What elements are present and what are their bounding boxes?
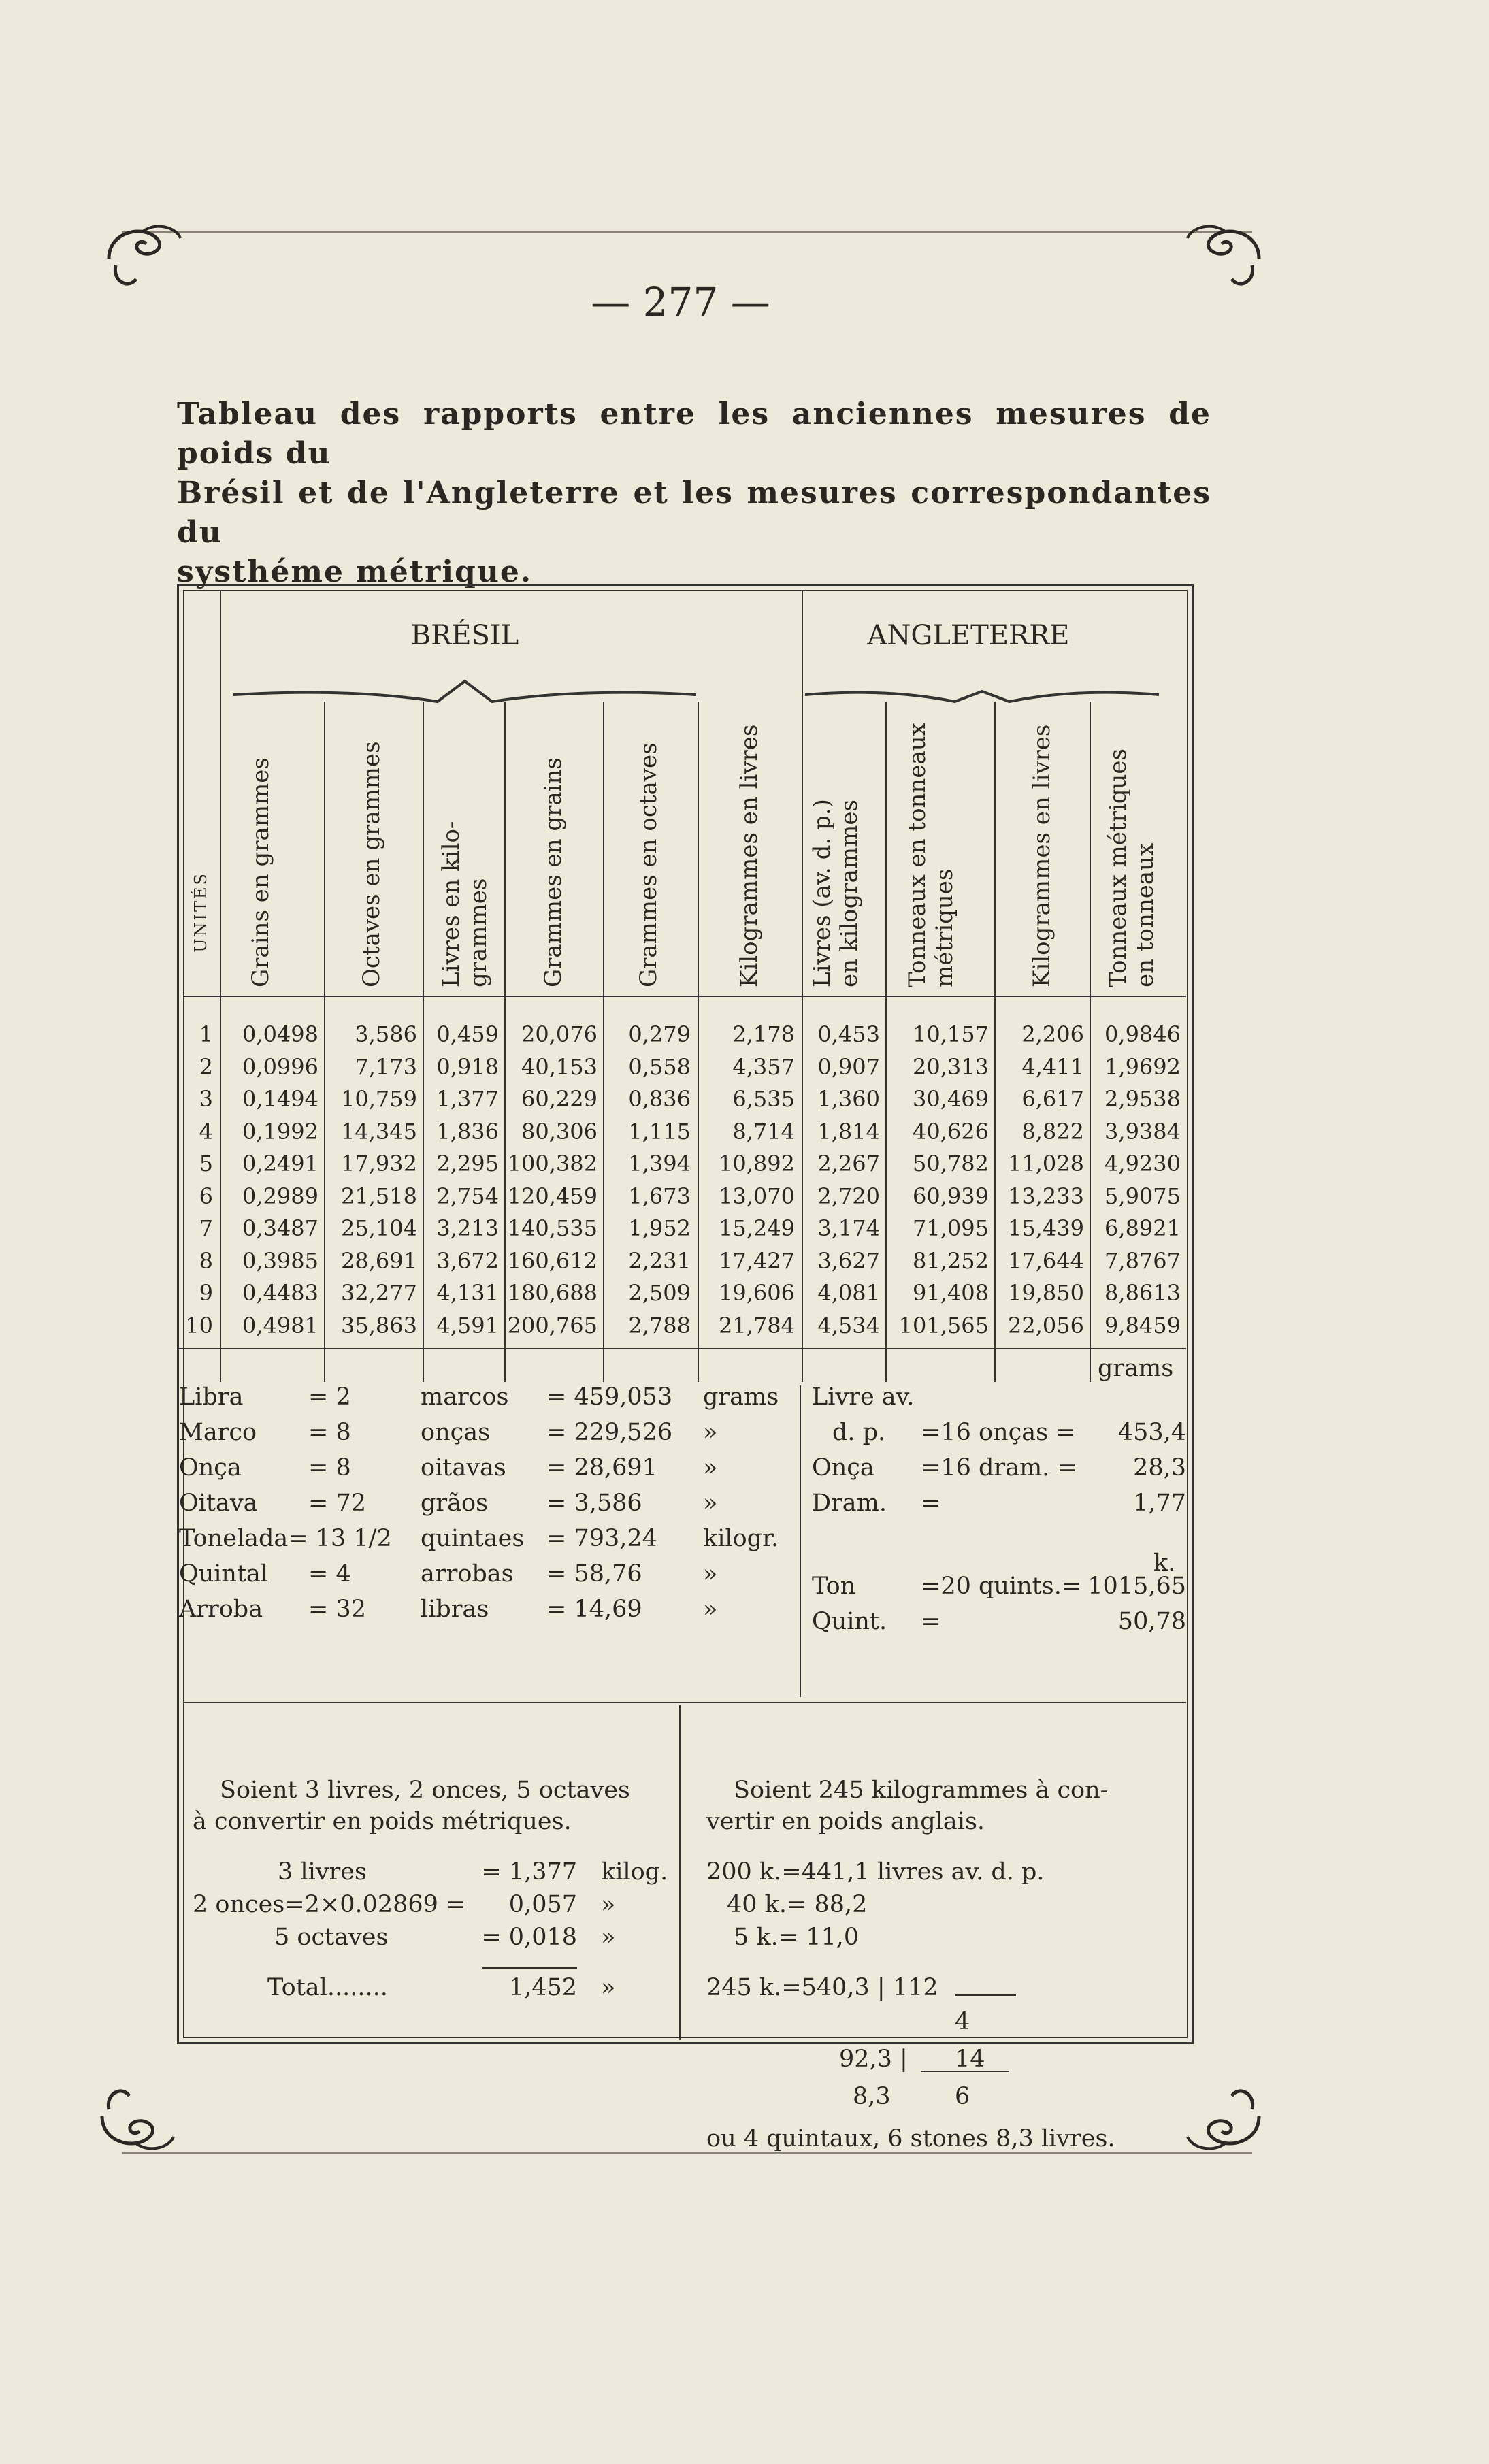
- col-header-grains-grammes: Grains en grammes: [247, 757, 274, 987]
- table-cell: 8,714: [732, 1118, 795, 1145]
- equivalence-bresil-cell: grãos: [421, 1490, 489, 1517]
- equivalence-bresil-cell: Libra: [179, 1383, 244, 1411]
- corner-ornament-bottom-right: [1184, 2082, 1266, 2157]
- division-rule: [921, 2071, 1009, 2072]
- table-cell: 13,070: [719, 1183, 795, 1209]
- example-right-intro-1: Soient 245 kilogrammes à con-: [734, 1777, 1109, 1804]
- table-cell: 2,754: [436, 1183, 499, 1209]
- example-right-line: 5 k.= 11,0: [734, 1924, 860, 1951]
- table-cell: 9,8459: [1105, 1312, 1181, 1338]
- table-cell: 91,408: [913, 1280, 989, 1306]
- example-left-cell: Total........: [267, 1974, 388, 2001]
- table-cell: 1,952: [628, 1215, 691, 1241]
- table-cell: 1,360: [817, 1086, 880, 1112]
- table-cell: 0,2989: [242, 1183, 318, 1209]
- units-header: UNITÉS: [191, 872, 210, 953]
- table-cell: 0,279: [628, 1021, 691, 1047]
- table-cell: 2,206: [1021, 1021, 1084, 1047]
- equivalence-angleterre-cell: Quint.: [812, 1608, 887, 1635]
- example-right-line: 40 k.= 88,2: [727, 1891, 868, 1918]
- col-header-tonneaux-metriques-en: Tonneaux métriques en tonneaux: [1105, 749, 1159, 987]
- table-cell: 0,907: [817, 1053, 880, 1080]
- equivalence-bresil-cell: = 459,053: [546, 1383, 673, 1411]
- table-cell: 80,306: [521, 1118, 598, 1145]
- table-cell: 11,028: [1008, 1151, 1084, 1177]
- division-figure: 92,3 |: [839, 2046, 908, 2073]
- title-line: Tableau des rapports entre les anciennes mesures de poids du: [177, 397, 1211, 471]
- table-cell: 101,565: [898, 1312, 989, 1338]
- equivalence-bresil-cell: kilogr.: [703, 1525, 779, 1552]
- table-cell: 2,178: [732, 1021, 795, 1047]
- table-cell: 1,814: [817, 1118, 880, 1145]
- example-left-cell: 2 onces=2×0.02869 =: [193, 1891, 466, 1918]
- table-cell: 3,174: [817, 1215, 880, 1241]
- table-cell: 6,8921: [1105, 1215, 1181, 1241]
- division-rule: [955, 1994, 1016, 1996]
- table-cell: 15,249: [719, 1215, 795, 1241]
- equivalence-bresil-cell: = 3,586: [546, 1490, 642, 1517]
- equivalence-angleterre-cell: 1015,65: [1087, 1573, 1186, 1600]
- unit-number: 1: [199, 1021, 213, 1047]
- table-cell: 8,822: [1021, 1118, 1084, 1145]
- table-cell: 25,104: [341, 1215, 417, 1241]
- col-header-octaves-grammes: Octaves en grammes: [358, 741, 385, 987]
- equivalence-bresil-cell: marcos: [421, 1383, 509, 1411]
- equivalence-bresil-cell: = 4: [308, 1560, 351, 1588]
- title-line: systhéme métrique.: [177, 555, 533, 589]
- table-cell: 100,382: [507, 1151, 598, 1177]
- table-cell: 10,157: [913, 1021, 989, 1047]
- equivalence-bresil-cell: Onça: [179, 1454, 242, 1481]
- col-header-livres-kilogrammes: Livres en kilo- grammes: [438, 821, 492, 987]
- example-left-cell: 3 livres: [278, 1858, 367, 1886]
- col-header-tonneaux-metriques: Tonneaux en tonneaux métriques: [904, 723, 958, 987]
- equivalence-angleterre-cell: 50,78: [1117, 1608, 1186, 1635]
- table-cell: 3,672: [436, 1247, 499, 1274]
- table-cell: 35,863: [341, 1312, 417, 1338]
- table-cell: 200,765: [507, 1312, 598, 1338]
- table-cell: 2,9538: [1105, 1086, 1181, 1112]
- table-cell: 0,3487: [242, 1215, 318, 1241]
- equivalence-bresil-cell: = 14,69: [546, 1596, 642, 1623]
- table-cell: 81,252: [913, 1247, 989, 1274]
- table-cell: 40,626: [913, 1118, 989, 1145]
- equivalence-bresil-cell: oitavas: [421, 1454, 506, 1481]
- equivalence-bresil-cell: Oitava: [179, 1490, 258, 1517]
- column-divider: [1090, 702, 1091, 1382]
- table-cell: 17,932: [341, 1151, 417, 1177]
- table-cell: 1,673: [628, 1183, 691, 1209]
- table-cell: 14,345: [341, 1118, 417, 1145]
- equivalence-angleterre-cell: 1,77: [1133, 1490, 1186, 1517]
- table-cell: 8,8613: [1105, 1280, 1181, 1306]
- table-cell: 7,8767: [1105, 1247, 1181, 1274]
- table-cell: 160,612: [507, 1247, 598, 1274]
- column-divider: [220, 590, 221, 1382]
- table-cell: 0,2491: [242, 1151, 318, 1177]
- table-cell: 4,081: [817, 1280, 880, 1306]
- table-cell: 2,231: [628, 1247, 691, 1274]
- table-cell: 5,9075: [1105, 1183, 1181, 1209]
- unit-number: 5: [199, 1151, 213, 1177]
- unit-number: 2: [199, 1053, 213, 1080]
- unit-number: 8: [199, 1247, 213, 1274]
- column-divider: [504, 702, 506, 1382]
- equivalence-angleterre-cell: 453,4: [1117, 1419, 1186, 1446]
- equivalence-angleterre-cell: =: [921, 1608, 941, 1635]
- equivalence-bresil-cell: onças: [421, 1419, 491, 1446]
- table-cell: 180,688: [507, 1280, 598, 1306]
- equivalence-angleterre-cell: =20 quints.=: [921, 1573, 1082, 1600]
- table-cell: 0,836: [628, 1086, 691, 1112]
- example-left-cell: 5 octaves: [274, 1924, 389, 1951]
- table-cell: 3,9384: [1105, 1118, 1181, 1145]
- example-left-cell: 1,452: [508, 1974, 577, 2001]
- conversion-table: [177, 584, 1194, 2152]
- equivalence-bresil-cell: = 32: [308, 1596, 366, 1623]
- table-cell: 1,394: [628, 1151, 691, 1177]
- table-cell: 2,720: [817, 1183, 880, 1209]
- example-right-line: 200 k.=441,1 livres av. d. p.: [706, 1858, 1045, 1886]
- table-cell: 22,056: [1008, 1312, 1084, 1338]
- angleterre-unit-grams: grams: [1098, 1355, 1174, 1382]
- equivalence-bresil-cell: = 58,76: [546, 1560, 642, 1588]
- table-cell: 140,535: [507, 1215, 598, 1241]
- equivalence-angleterre-cell: Livre av.: [812, 1383, 915, 1411]
- table-cell: 19,606: [719, 1280, 795, 1306]
- equivalence-angleterre-cell: =16 onças =: [921, 1419, 1076, 1446]
- table-cell: 6,535: [732, 1086, 795, 1112]
- table-cell: 0,1992: [242, 1118, 318, 1145]
- example-left-intro-2: à convertir en poids métriques.: [193, 1808, 572, 1835]
- equivalence-bresil-cell: arrobas: [421, 1560, 514, 1588]
- equivalence-angleterre-cell: 28,3: [1133, 1454, 1186, 1481]
- table-cell: 0,4981: [242, 1312, 318, 1338]
- table-cell: 0,3985: [242, 1247, 318, 1274]
- equivalence-bresil-cell: quintaes: [421, 1525, 525, 1552]
- equivalence-bresil-cell: Arroba: [179, 1596, 263, 1623]
- unit-number: 6: [199, 1183, 213, 1209]
- table-cell: 21,518: [341, 1183, 417, 1209]
- table-cell: 7,173: [355, 1053, 417, 1080]
- table-cell: 0,0498: [242, 1021, 318, 1047]
- table-cell: 17,427: [719, 1247, 795, 1274]
- division-figure: 6: [955, 2083, 970, 2110]
- column-divider: [603, 702, 604, 1382]
- angleterre-unit-k: k.: [1153, 1549, 1176, 1577]
- table-cell: 120,459: [507, 1183, 598, 1209]
- table-cell: 13,233: [1008, 1183, 1084, 1209]
- equivalence-angleterre-cell: Onça: [812, 1454, 874, 1481]
- table-cell: 15,439: [1008, 1215, 1084, 1241]
- table-cell: 60,229: [521, 1086, 598, 1112]
- table-cell: 4,9230: [1105, 1151, 1181, 1177]
- table-cell: 4,131: [436, 1280, 499, 1306]
- table-cell: 0,918: [436, 1053, 499, 1080]
- table-cell: 20,313: [913, 1053, 989, 1080]
- corner-ornament-bottom-left: [95, 2082, 177, 2157]
- unit-number: 9: [199, 1280, 213, 1306]
- title-line: Brésil et de l'Angleterre et les mesures correspondantes du: [177, 476, 1211, 550]
- example-left-cell: kilog.: [601, 1858, 668, 1886]
- table-cell: 19,850: [1008, 1280, 1084, 1306]
- table-cell: 0,0996: [242, 1053, 318, 1080]
- equivalence-bresil-cell: = 8: [308, 1454, 351, 1481]
- equivalence-angleterre-cell: =: [921, 1490, 941, 1517]
- col-header-livres-kilogrammes-en: Livres (av. d. p.) en kilogrammes: [808, 799, 863, 987]
- division-figure: 14: [955, 2046, 985, 2073]
- equivalence-bresil-cell: = 229,526: [546, 1419, 673, 1446]
- division-figure: 4: [955, 2008, 970, 2035]
- column-divider: [994, 702, 996, 1382]
- page-title: [177, 395, 1211, 592]
- table-cell: 1,377: [436, 1086, 499, 1112]
- col-header-grammes-octaves: Grammes en octaves: [635, 742, 662, 987]
- equivalence-bresil-cell: »: [703, 1419, 718, 1446]
- group-header-bresil: BRÉSIL: [410, 620, 519, 651]
- equivalence-divider: [800, 1385, 801, 1697]
- table-cell: 4,411: [1021, 1053, 1084, 1080]
- table-cell: 71,095: [913, 1215, 989, 1241]
- equivalence-bresil-cell: Quintal: [179, 1560, 269, 1588]
- equivalence-bresil-cell: »: [703, 1596, 718, 1623]
- equivalence-rule: [183, 1702, 1186, 1703]
- brace-bresil: [233, 674, 696, 708]
- table-cell: 50,782: [913, 1151, 989, 1177]
- col-header-kilogrammes-livres-en: Kilogrammes en livres: [1028, 724, 1056, 987]
- equivalence-bresil-cell: »: [703, 1560, 718, 1588]
- table-cell: 0,558: [628, 1053, 691, 1080]
- table-cell: 21,784: [719, 1312, 795, 1338]
- table-cell: 60,939: [913, 1183, 989, 1209]
- header-rule: [183, 996, 1186, 997]
- example-right-intro-2: vertir en poids anglais.: [706, 1808, 985, 1835]
- equivalence-bresil-cell: Tonelada= 13 1/2: [179, 1525, 392, 1552]
- table-cell: 17,644: [1008, 1247, 1084, 1274]
- table-cell: 0,9846: [1105, 1021, 1181, 1047]
- table-cell: 0,459: [436, 1021, 499, 1047]
- equivalence-angleterre-cell: Ton: [812, 1573, 856, 1600]
- equivalence-angleterre-cell: d. p.: [832, 1419, 886, 1446]
- column-divider: [423, 702, 424, 1382]
- equivalence-angleterre-cell: Dram.: [812, 1490, 887, 1517]
- unit-number: 7: [199, 1215, 213, 1241]
- col-header-kilogrammes-livres: Kilogrammes en livres: [736, 724, 763, 987]
- example-left-cell: = 1,377: [481, 1858, 577, 1886]
- table-cell: 2,267: [817, 1151, 880, 1177]
- equivalence-bresil-cell: = 793,24: [546, 1525, 657, 1552]
- table-cell: 30,469: [913, 1086, 989, 1112]
- table-cell: 3,213: [436, 1215, 499, 1241]
- table-cell: 3,586: [355, 1021, 417, 1047]
- example-left-cell: »: [601, 1974, 616, 2001]
- equivalence-bresil-cell: = 2: [308, 1383, 351, 1411]
- equivalence-bresil-cell: = 8: [308, 1419, 351, 1446]
- body-rule: [179, 1348, 1186, 1349]
- table-cell: 32,277: [341, 1280, 417, 1306]
- example-right-line: 245 k.=540,3 | 112: [706, 1974, 938, 2001]
- table-cell: 1,9692: [1105, 1053, 1181, 1080]
- example-left-intro-1: Soient 3 livres, 2 onces, 5 octaves: [220, 1777, 630, 1804]
- equivalence-bresil-cell: = 72: [308, 1490, 366, 1517]
- table-cell: 4,357: [732, 1053, 795, 1080]
- col-header-grammes-grains: Grammes en grains: [540, 757, 567, 987]
- table-cell: 4,534: [817, 1312, 880, 1338]
- equivalence-bresil-cell: »: [703, 1490, 718, 1517]
- table-cell: 0,4483: [242, 1280, 318, 1306]
- unit-number: 3: [199, 1086, 213, 1112]
- page-number: — 277 —: [591, 279, 770, 325]
- unit-number: 4: [199, 1118, 213, 1145]
- table-cell: 2,788: [628, 1312, 691, 1338]
- table-cell: 0,453: [817, 1021, 880, 1047]
- example-left-cell: »: [601, 1891, 616, 1918]
- table-cell: 1,836: [436, 1118, 499, 1145]
- example-divider: [679, 1705, 681, 2040]
- equivalence-bresil-cell: »: [703, 1454, 718, 1481]
- table-cell: 0,1494: [242, 1086, 318, 1112]
- equivalence-angleterre-cell: =16 dram. =: [921, 1454, 1077, 1481]
- corner-ornament-top-right: [1184, 218, 1266, 293]
- example-right-result: ou 4 quintaux, 6 stones 8,3 livres.: [706, 2125, 1115, 2152]
- group-header-angleterre: ANGLETERRE: [867, 620, 1070, 651]
- table-cell: 28,691: [341, 1247, 417, 1274]
- corner-ornament-top-left: [102, 218, 184, 293]
- table-cell: 20,076: [521, 1021, 598, 1047]
- example-left-cell: 0,057: [508, 1891, 577, 1918]
- division-figure: 8,3: [853, 2083, 891, 2110]
- column-divider: [802, 590, 803, 1382]
- table-cell: 2,295: [436, 1151, 499, 1177]
- equivalence-bresil-cell: grams: [703, 1383, 779, 1411]
- total-rule: [482, 1967, 577, 1969]
- equivalence-bresil-cell: libras: [421, 1596, 489, 1623]
- table-cell: 4,591: [436, 1312, 499, 1338]
- column-divider: [324, 702, 325, 1382]
- table-cell: 1,115: [628, 1118, 691, 1145]
- equivalence-bresil-cell: Marco: [179, 1419, 257, 1446]
- example-left-cell: »: [601, 1924, 616, 1951]
- example-left-cell: = 0,018: [481, 1924, 577, 1951]
- table-cell: 40,153: [521, 1053, 598, 1080]
- column-divider: [885, 702, 887, 1382]
- equivalence-bresil-cell: = 28,691: [546, 1454, 657, 1481]
- table-cell: 10,759: [341, 1086, 417, 1112]
- column-divider: [698, 702, 699, 1382]
- table-cell: 6,617: [1021, 1086, 1084, 1112]
- table-cell: 3,627: [817, 1247, 880, 1274]
- table-cell: 10,892: [719, 1151, 795, 1177]
- table-cell: 2,509: [628, 1280, 691, 1306]
- unit-number: 10: [185, 1312, 213, 1338]
